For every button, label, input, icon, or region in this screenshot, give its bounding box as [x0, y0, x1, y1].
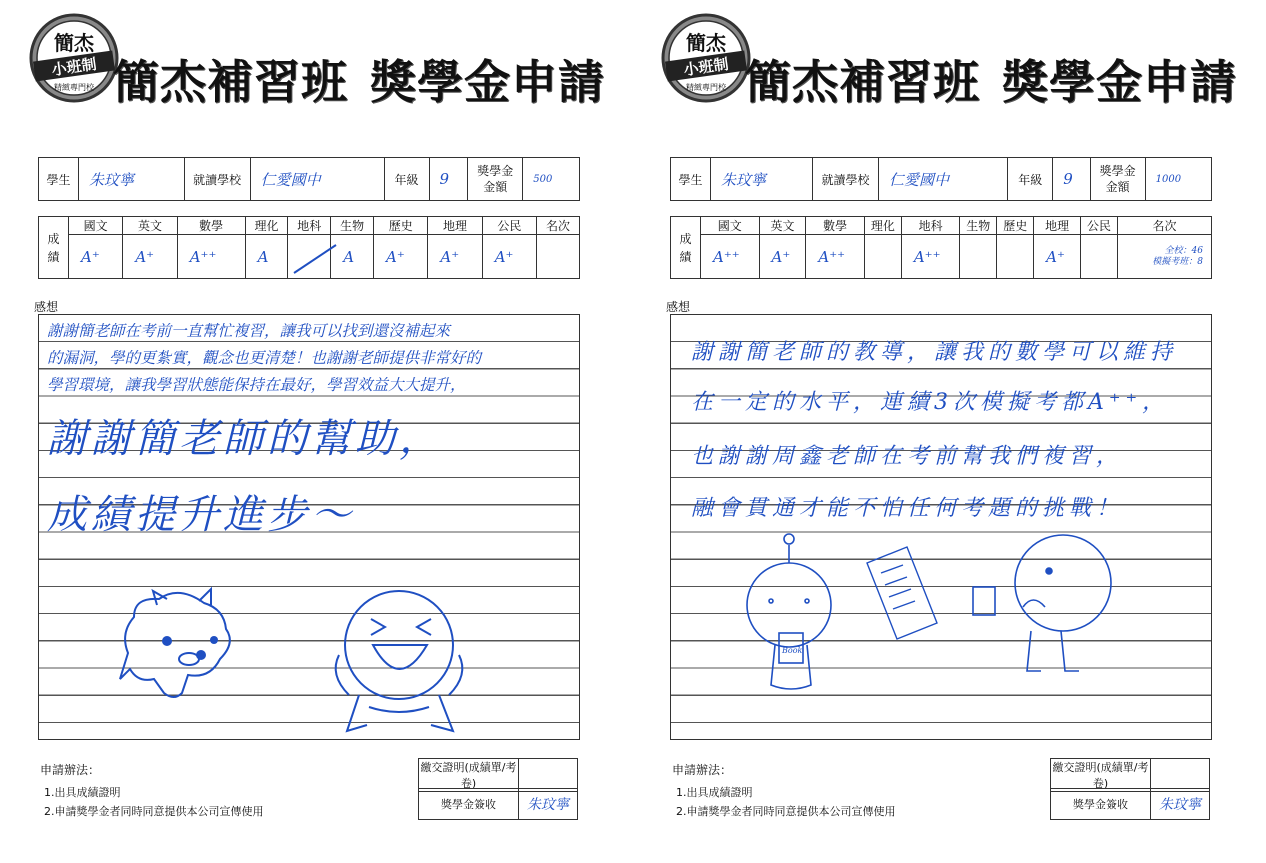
score-cell: A	[331, 235, 374, 279]
student-label: 學生	[39, 158, 79, 201]
school-label: 就讀學校	[184, 158, 250, 201]
subject-header: 地理	[428, 217, 482, 235]
sign-label: 獎學金簽收	[1051, 789, 1151, 820]
proof-table	[418, 758, 578, 792]
howto-step-1: 1.出具成績證明	[44, 786, 121, 799]
logo-sub-text: 精緻專門校	[54, 83, 94, 92]
school-label: 就讀學校	[812, 158, 878, 201]
score-cell-crossed	[288, 235, 331, 279]
doodle-drawing	[39, 315, 579, 739]
grade-label: 年級	[384, 158, 429, 201]
laughing-face-doodle	[336, 591, 463, 731]
subject-header: 公民	[482, 217, 536, 235]
proof-value	[519, 759, 578, 792]
title-school: 簡杰補習班	[745, 55, 980, 109]
sign-value: 朱玟寧	[1151, 789, 1210, 820]
amount-label: 獎學金 金額	[468, 158, 523, 201]
score-cell: A⁺⁺	[701, 235, 760, 279]
kid-with-book-doodle	[747, 534, 831, 689]
rank-cell	[1117, 235, 1211, 279]
school-logo	[28, 12, 120, 104]
proof-value	[1151, 759, 1210, 792]
score-cell: A⁺	[123, 235, 177, 279]
score-cell: A	[245, 235, 288, 279]
scholarship-form-right	[660, 0, 1260, 863]
subject-header: 理化	[245, 217, 288, 235]
grades-side-label: 成 績	[39, 217, 69, 279]
student-name: 朱玟寧	[711, 158, 813, 201]
title-scholarship: 獎學金申請	[370, 55, 605, 109]
reflection-label: 感想	[34, 300, 59, 314]
subject-header: 生物	[331, 217, 374, 235]
score-cell: A⁺	[374, 235, 428, 279]
subject-header: 地科	[901, 217, 960, 235]
subject-header: 國文	[69, 217, 123, 235]
grade-value: 9	[1053, 158, 1090, 201]
subject-header: 公民	[1081, 217, 1118, 235]
rank-school: 全校：46	[1164, 245, 1203, 256]
sign-label: 獎學金簽收	[419, 789, 519, 820]
reflection-line: 在一定的水平，連續3次模擬考都A⁺⁺，	[691, 390, 1170, 415]
howto-step-1: 1.出具成績證明	[676, 786, 753, 799]
grades-table	[670, 216, 1212, 279]
subject-header: 地理	[1034, 217, 1081, 235]
score-cell: A⁺⁺	[177, 235, 245, 279]
logo-band-text: 小班制	[50, 54, 98, 80]
subject-header: 數學	[177, 217, 245, 235]
scholarship-form-left	[28, 0, 628, 863]
howto-step-2: 2.申請獎學金者同時同意提供本公司宣傳使用	[44, 805, 264, 818]
reflection-area	[38, 314, 580, 740]
school-logo	[660, 12, 752, 104]
school-name: 仁愛國中	[250, 158, 384, 201]
score-cell: A⁺⁺	[901, 235, 960, 279]
grades-side-label: 成 績	[671, 217, 701, 279]
subject-header: 英文	[123, 217, 177, 235]
reflection-line: 學習環境，讓我學習狀態能保持在最好，學習效益大大提升，	[47, 376, 466, 394]
howto-step-2: 2.申請獎學金者同時同意提供本公司宣傳使用	[676, 805, 896, 818]
amount-value: 1000	[1145, 158, 1211, 201]
logo-main-text: 簡杰	[686, 31, 726, 55]
reflection-line: 謝謝簡老師的幫助，	[47, 416, 443, 462]
subject-header: 歷史	[374, 217, 428, 235]
page-title	[113, 46, 605, 112]
logo-sub-text: 精緻專門校	[686, 83, 726, 92]
reflection-line: 成績提升進步～	[47, 492, 355, 538]
logo-band-text: 小班制	[682, 54, 730, 80]
grades-table	[38, 216, 580, 279]
score-cell: A⁺	[482, 235, 536, 279]
rank-class: 模擬考班：8	[1152, 256, 1203, 267]
amount-label: 獎學金 金額	[1090, 158, 1145, 201]
sign-value: 朱玟寧	[519, 789, 578, 820]
book-label: Book	[782, 646, 803, 655]
reflection-area	[670, 314, 1212, 740]
score-cell: A⁺	[69, 235, 123, 279]
proof-label: 繳交證明(成績單/考卷)	[1051, 759, 1151, 792]
howto-title: 申請辦法：	[672, 763, 733, 777]
score-cell: A⁺	[759, 235, 806, 279]
reflection-line: 謝謝簡老師在考前一直幫忙複習，讓我可以找到還沒補起來	[47, 322, 451, 340]
reflection-line: 的漏洞，學的更紮實，觀念也更清楚！也謝謝老師提供非常好的	[47, 349, 482, 367]
score-cell	[960, 235, 997, 279]
doodle-drawing	[671, 315, 1211, 739]
subject-header: 生物	[960, 217, 997, 235]
reflection-line: 謝謝簡老師的教導，讓我的數學可以維持	[691, 340, 1178, 365]
reflection-line: 融會貫通才能不怕任何考題的挑戰！	[691, 496, 1124, 521]
subject-header: 數學	[806, 217, 865, 235]
paper-doodle	[867, 547, 937, 639]
reflection-line: 也謝謝周鑫老師在考前幫我們複習，	[691, 444, 1124, 469]
score-cell	[864, 235, 901, 279]
howto-title: 申請辦法：	[40, 763, 101, 777]
student-info-table	[670, 157, 1212, 201]
rank-cell	[537, 235, 580, 279]
subject-header: 地科	[288, 217, 331, 235]
grade-value: 9	[429, 158, 468, 201]
round-head-doodle	[973, 535, 1111, 671]
sign-table	[1050, 788, 1210, 820]
subject-header: 英文	[759, 217, 806, 235]
student-name: 朱玟寧	[79, 158, 185, 201]
title-scholarship: 獎學金申請	[1002, 55, 1237, 109]
score-cell: A⁺	[428, 235, 482, 279]
student-label: 學生	[671, 158, 711, 201]
score-cell: A⁺⁺	[806, 235, 865, 279]
logo-main-text: 簡杰	[54, 31, 94, 55]
sign-table	[418, 788, 578, 820]
page-title	[745, 46, 1237, 112]
proof-table	[1050, 758, 1210, 792]
amount-value: 500	[523, 158, 580, 201]
score-cell: A⁺	[1034, 235, 1081, 279]
score-cell	[1081, 235, 1118, 279]
subject-header: 國文	[701, 217, 760, 235]
subject-header: 名次	[537, 217, 580, 235]
subject-header: 歷史	[997, 217, 1034, 235]
school-name: 仁愛國中	[878, 158, 1007, 201]
student-info-table	[38, 157, 580, 201]
proof-label: 繳交證明(成績單/考卷)	[419, 759, 519, 792]
subject-header: 名次	[1117, 217, 1211, 235]
subject-header: 理化	[864, 217, 901, 235]
reflection-label: 感想	[666, 300, 691, 314]
score-cell	[997, 235, 1034, 279]
title-school: 簡杰補習班	[113, 55, 348, 109]
grade-label: 年級	[1008, 158, 1053, 201]
